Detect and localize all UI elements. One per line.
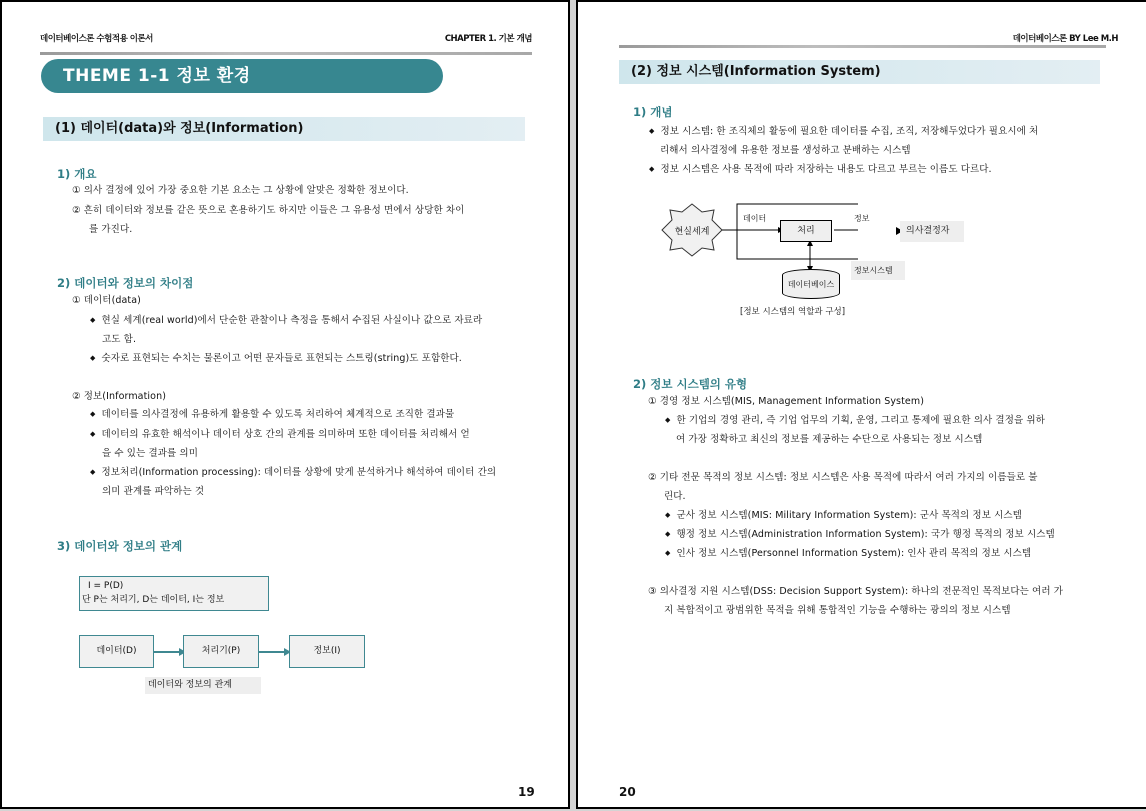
types-heading: 2) 정보 시스템의 유형	[633, 377, 748, 391]
info-label: ② 정보(Information)	[72, 391, 166, 402]
diagram-caption: [정보 시스템의 역할과 구성]	[740, 307, 846, 317]
overview-item-1: ① 의사 결정에 있어 가장 중요한 기본 요소는 그 상황에 알맞은 정확한 정보이다.	[72, 185, 409, 196]
running-header-right: 데이터베이스론 BY Lee M.H	[1012, 34, 1118, 44]
section-title: (1) 데이터(data)와 정보(Information)	[43, 117, 525, 141]
running-header-chapter: CHAPTER 1. 기본 개념	[444, 34, 532, 44]
data-bullet-2: ◆ 숫자로 표현되는 수치는 물론이고 어떤 문자들로 표현되는 스트링(string)도 포함한다.	[90, 349, 462, 370]
info-bullet-2: ◆ 데이터의 유효한 해석이나 데이터 상호 간의 관계를 의미하며 또한 데이터를 처리해서 얻	[90, 425, 470, 446]
info-bullet-3: ◆ 정보처리(Information processing): 데이터를 상황에 맞게 분석하거나 해석하여 데이터 간의	[90, 463, 496, 484]
special-bullet-personnel: ◆ 인사 정보 시스템(Personnel Information System): 인사 관리 목적의 정보 시스템	[665, 544, 1031, 565]
mis-label: ① 경영 정보 시스템(MIS, Management Information System)	[648, 396, 925, 407]
mis-bullet-1: ◆ 한 기업의 경영 관리, 즉 기업 업무의 기획, 운영, 그리고 통제에 필요한 의사 결정을 위하	[665, 411, 1045, 432]
flow-info-box: 정보(I)	[289, 635, 365, 668]
page-19	[0, 0, 570, 809]
data-bullet-1-cont: 고도 함.	[102, 334, 137, 345]
process-box: 처리	[780, 220, 832, 242]
mis-bullet-1-cont: 여 가장 정확하고 최신의 정보를 제공하는 수단으로 사용되는 정보 시스템	[676, 434, 983, 445]
concept-bullet-2: ◆ 정보 시스템은 사용 목적에 따라 저장하는 내용도 다르고 부르는 이름도 다르다.	[649, 160, 992, 181]
flow-arrow-2	[259, 651, 284, 653]
dss-label-cont: 지 복합적이고 광범위한 목적을 위해 통합적인 기능을 수행하는 광의의 정보 시스템	[664, 605, 1011, 616]
concept-bullet-1-cont: 리해서 의사결정에 유용한 정보를 생성하고 분배하는 시스템	[660, 145, 911, 156]
database-cylinder: 데이터베이스	[782, 269, 840, 299]
relation-heading: 3) 데이터와 정보의 관계	[57, 539, 183, 553]
header-rule	[619, 45, 1106, 48]
data-label: ① 데이터(data)	[72, 295, 141, 306]
page-number: 19	[518, 785, 535, 799]
section-title: (2) 정보 시스템(Information System)	[619, 60, 1100, 84]
info-bullet-2-cont: 을 수 있는 결과를 의미	[102, 448, 198, 459]
theme-title: THEME 1-1 정보 환경	[41, 59, 443, 93]
formula: I = P(D)	[88, 581, 124, 591]
data-bullet-1: ◆ 현실 세계(real world)에서 단순한 관찰이나 측정을 통해서 수집된 사실이나 값으로 자료라	[90, 311, 482, 332]
real-world-label: 현실세계	[674, 227, 710, 237]
special-bullet-administration: ◆ 행정 정보 시스템(Administration Information System): 국가 행정 목적의 정보 시스템	[665, 525, 1055, 546]
special-label-cont: 린다.	[664, 491, 686, 502]
formula-note: 단 P는 처리기, D는 데이터, I는 정보	[82, 595, 225, 605]
special-bullet-military: ◆ 군사 정보 시스템(MIS: Military Information System): 군사 목적의 정보 시스템	[665, 506, 1022, 527]
flow-processor-box: 처리기(P)	[183, 635, 259, 668]
page-number: 20	[619, 785, 636, 799]
flow-data-box: 데이터(D)	[79, 635, 154, 668]
data-flow-label: 데이터	[743, 214, 767, 223]
relation-caption: 데이터와 정보의 관계	[145, 677, 261, 694]
info-system-label: 정보시스템	[851, 261, 905, 280]
header-rule	[40, 52, 532, 55]
overview-item-2: ② 흔히 데이터와 정보를 같은 뜻으로 혼용하기도 하지만 이들은 그 유용성 면에서 상당한 차이	[72, 205, 465, 216]
flow-arrow-1	[154, 651, 179, 653]
concept-heading: 1) 개념	[633, 105, 673, 119]
info-bullet-3-cont: 의미 관계를 파악하는 것	[102, 486, 205, 497]
running-header-left: 데이터베이스론 수험적용 이론서	[40, 34, 153, 44]
info-bullet-1: ◆ 데이터를 의사결정에 유용하게 활용할 수 있도록 처리하여 체계적으로 조직한 결과물	[90, 405, 454, 426]
page-20	[576, 0, 1146, 809]
info-flow-label: 정보	[854, 214, 870, 223]
concept-bullet-1: ◆ 정보 시스템: 한 조직체의 활동에 필요한 데이터를 수집, 조직, 저장해두었다가 필요시에 처	[649, 122, 1038, 143]
overview-heading: 1) 개요	[57, 167, 97, 181]
dss-label: ③ 의사결정 지원 시스템(DSS: Decision Support System): 하나의 전문적인 목적보다는 여러 가	[648, 586, 1063, 597]
special-label: ② 기타 전문 목적의 정보 시스템: 정보 시스템은 사용 목적에 따라서 여러 가지의 이름들로 불	[648, 472, 1038, 483]
difference-heading: 2) 데이터와 정보의 차이점	[57, 276, 194, 290]
decision-maker-label: 의사결정자	[900, 221, 964, 242]
formula-box	[79, 576, 269, 611]
overview-item-2-cont: 를 가진다.	[89, 224, 133, 235]
